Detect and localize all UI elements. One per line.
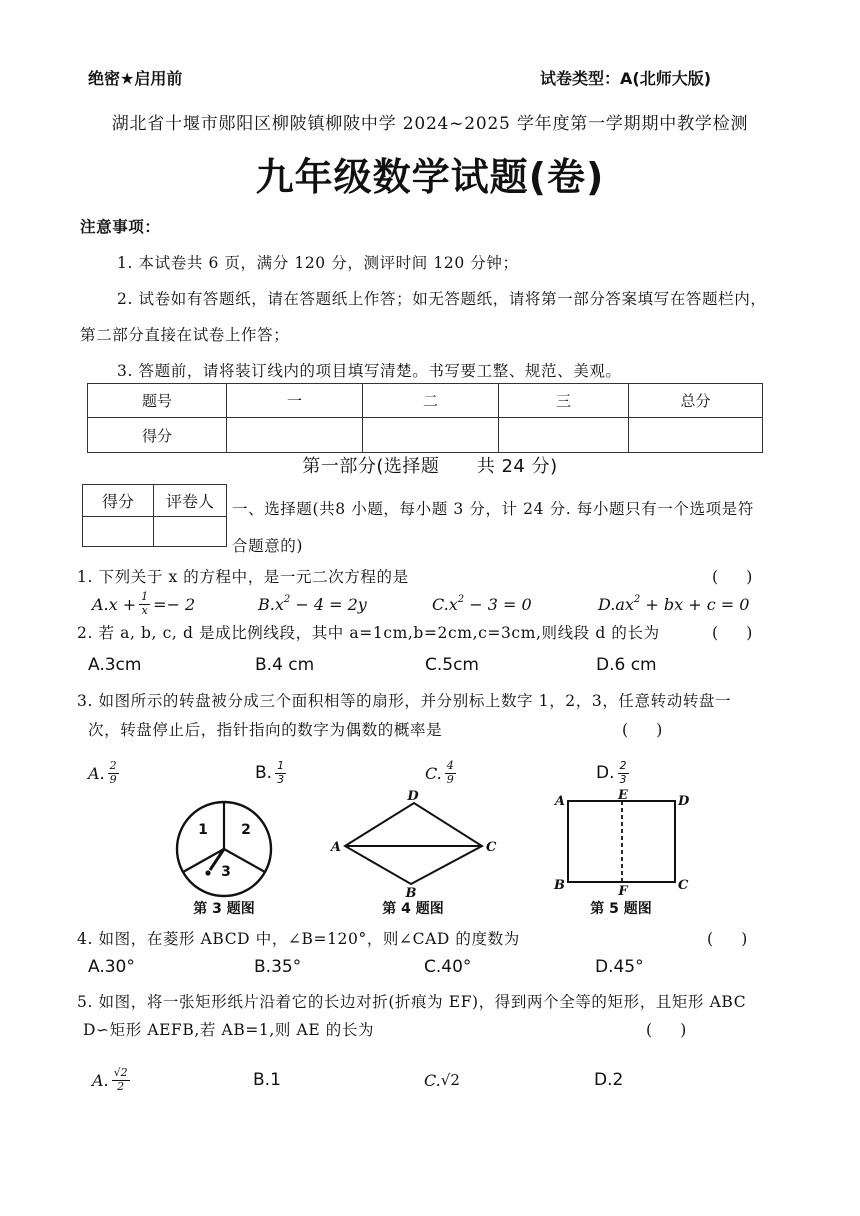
vertex-label-a: A <box>330 840 341 855</box>
q1-option-d <box>598 591 749 617</box>
question-4-stem: 4. 如图，在菱形 ABCD 中，∠B=120°，则∠CAD 的度数为 <box>77 930 520 948</box>
fraction <box>445 760 456 785</box>
figure-caption: 第 5 题图 <box>590 901 652 917</box>
score-cell <box>363 418 499 453</box>
q3-option-d <box>596 760 632 786</box>
exponent: 2 <box>457 593 465 605</box>
score-table-header-row <box>88 384 763 418</box>
score-table-row-label: 得分 <box>88 418 227 453</box>
score-table-header-cell: 一 <box>227 384 363 418</box>
q4-option-b: B.35° <box>254 957 302 977</box>
option-text: C. <box>424 1070 441 1090</box>
figure-4-rhombus <box>329 789 497 917</box>
fraction-numerator: 1 <box>277 759 285 773</box>
q1-option-c <box>432 591 532 617</box>
option-text: C.x <box>432 594 458 614</box>
spinner-pointer-tip <box>205 870 210 875</box>
grader-name-label: 评卷人 <box>154 485 227 517</box>
part1-heading: 第一部分(选择题 共 24 分) <box>302 456 558 477</box>
notice-line: 3. 答题前，请将装订线内的项目填写清楚。书写要工整、规范、美观。 <box>117 362 622 380</box>
option-text: D.ax <box>598 594 634 614</box>
sector-label: 2 <box>241 822 251 838</box>
question-5-stem: D∽矩形 AEFB,若 AB=1,则 AE 的长为 <box>83 1021 375 1039</box>
vertex-label-c: C <box>486 840 497 855</box>
vertex-label-f: F <box>618 884 628 899</box>
notice-heading: 注意事项： <box>80 218 161 236</box>
fraction-denominator: 3 <box>277 772 285 786</box>
fraction <box>112 1067 130 1092</box>
option-text: A. <box>88 763 105 783</box>
fraction <box>275 760 286 785</box>
vertex-label-a: A <box>554 794 565 809</box>
vertex-label-c: C <box>678 878 689 893</box>
q3-option-a <box>88 760 122 786</box>
option-text: + bx + c = 0 <box>640 594 750 614</box>
notice-line: 2. 试卷如有答题纸，请在答题纸上作答；如无答题纸，请将第一部分答案填写在答题栏内， <box>117 290 767 308</box>
option-text: A.x + <box>92 594 137 614</box>
fraction-denominator: 9 <box>446 772 454 786</box>
score-table-score-row <box>88 418 763 453</box>
vertex-label-b: B <box>554 878 565 893</box>
option-text: − 3 = 0 <box>464 594 532 614</box>
option-text: B. <box>255 763 273 783</box>
q2-option-c: C.5cm <box>425 655 479 675</box>
vertex-label-d: D <box>407 789 419 804</box>
option-text: − 4 = 2y <box>290 594 367 614</box>
q4-option-c: C.40° <box>424 957 472 977</box>
rhombus-outline <box>345 803 482 884</box>
sector-label: 3 <box>221 864 231 880</box>
section-instructions: 一、选择题(共8 小题，每小题 3 分，计 24 分. 每小题只有一个选项是符 <box>232 500 754 518</box>
fraction-denominator: x <box>141 603 148 617</box>
fraction <box>139 591 150 616</box>
question-1-stem: 1. 下列关于 x 的方程中，是一元二次方程的是 <box>77 568 409 586</box>
score-table-header-cell: 题号 <box>88 384 227 418</box>
option-text: B.1 <box>253 1070 281 1090</box>
page-title: 九年级数学试题(卷) <box>255 155 605 199</box>
figure-5-rectangle <box>553 788 690 917</box>
square-root: √2 <box>440 1071 460 1089</box>
fraction <box>108 760 119 785</box>
q5-option-a <box>92 1067 133 1093</box>
score-table-header-cell: 总分 <box>629 384 763 418</box>
confidential-label: 绝密★启用前 <box>88 69 183 88</box>
q5-option-c <box>424 1067 460 1093</box>
answer-bracket: ( ) <box>622 721 663 739</box>
figures-panel <box>0 785 860 925</box>
fraction-denominator: 9 <box>109 772 117 786</box>
question-3-stem: 次，转盘停止后，指针指向的数字为偶数的概率是 <box>88 721 443 739</box>
vertex-label-d: D <box>678 794 690 809</box>
q1-option-a <box>92 591 195 617</box>
option-text: A. <box>92 1070 109 1090</box>
grader-table-blank-row <box>83 517 227 547</box>
fraction <box>618 760 629 785</box>
exponent: 2 <box>633 593 641 605</box>
score-cell <box>629 418 763 453</box>
score-cell <box>499 418 629 453</box>
vertex-label-e: E <box>618 788 628 803</box>
exam-subtitle: 湖北省十堰市郧阳区柳陂镇柳陂中学 2024~2025 学年度第一学期期中教学检测 <box>111 114 749 134</box>
q3-option-b <box>255 760 289 786</box>
notice-line: 第二部分直接在试卷上作答； <box>80 326 290 344</box>
grader-score-cell <box>83 517 154 547</box>
answer-bracket: ( ) <box>646 1021 687 1039</box>
option-text: =− 2 <box>153 594 196 614</box>
figure-caption: 第 3 题图 <box>193 901 255 917</box>
vertex-label-b: B <box>405 886 417 901</box>
q3-option-c <box>425 760 459 786</box>
grader-score-label: 得分 <box>83 485 154 517</box>
option-text: D.2 <box>594 1070 624 1090</box>
fraction-numerator: 2 <box>619 759 627 773</box>
grader-name-cell <box>154 517 227 547</box>
fraction-numerator: 4 <box>446 759 454 773</box>
fraction-numerator: √2 <box>113 1066 128 1080</box>
fraction-numerator: 1 <box>141 590 149 604</box>
section-instructions: 合题意的) <box>232 537 304 555</box>
score-cell <box>227 418 363 453</box>
q5-option-b <box>253 1067 281 1093</box>
score-table-header-cell: 二 <box>363 384 499 418</box>
grader-table <box>82 484 227 547</box>
fraction-numerator: 2 <box>109 759 117 773</box>
sector-label: 1 <box>198 822 208 838</box>
rectangle-outline <box>568 801 675 882</box>
question-2-stem: 2. 若 a, b, c, d 是成比例线段，其中 a=1cm,b=2cm,c=3cm,则线段 d 的长为 <box>77 624 660 642</box>
q2-option-a: A.3cm <box>88 655 142 675</box>
q5-option-d <box>594 1067 623 1093</box>
question-5-stem: 5. 如图，将一张矩形纸片沿着它的长边对折(折痕为 EF)，得到两个全等的矩形，且矩形 ABC <box>77 993 747 1011</box>
q4-option-a: A.30° <box>88 957 135 977</box>
answer-bracket: ( ) <box>712 624 753 642</box>
question-3-stem: 3. 如图所示的转盘被分成三个面积相等的扇形，并分别标上数字 1，2，3，任意转动转盘一 <box>77 692 732 710</box>
option-text: D. <box>596 763 615 783</box>
score-table-header-cell: 三 <box>499 384 629 418</box>
grader-table-header-row <box>83 485 227 517</box>
figure-3-spinner <box>177 802 271 917</box>
answer-bracket: ( ) <box>712 568 753 586</box>
q2-option-b: B.4 cm <box>255 655 315 675</box>
paper-type-label: 试卷类型：A(北师大版) <box>540 69 712 88</box>
option-text: B.x <box>258 594 284 614</box>
answer-bracket: ( ) <box>707 930 748 948</box>
q2-option-d: D.6 cm <box>596 655 657 675</box>
exponent: 2 <box>283 593 291 605</box>
notice-line: 1. 本试卷共 6 页，满分 120 分，测评时间 120 分钟； <box>117 254 519 272</box>
fraction-denominator: 2 <box>117 1079 125 1093</box>
option-text: C. <box>425 763 442 783</box>
figure-caption: 第 4 题图 <box>382 901 444 917</box>
fraction-denominator: 3 <box>619 772 627 786</box>
q1-option-b <box>258 591 367 617</box>
q4-option-d: D.45° <box>595 957 644 977</box>
score-table <box>87 383 763 453</box>
